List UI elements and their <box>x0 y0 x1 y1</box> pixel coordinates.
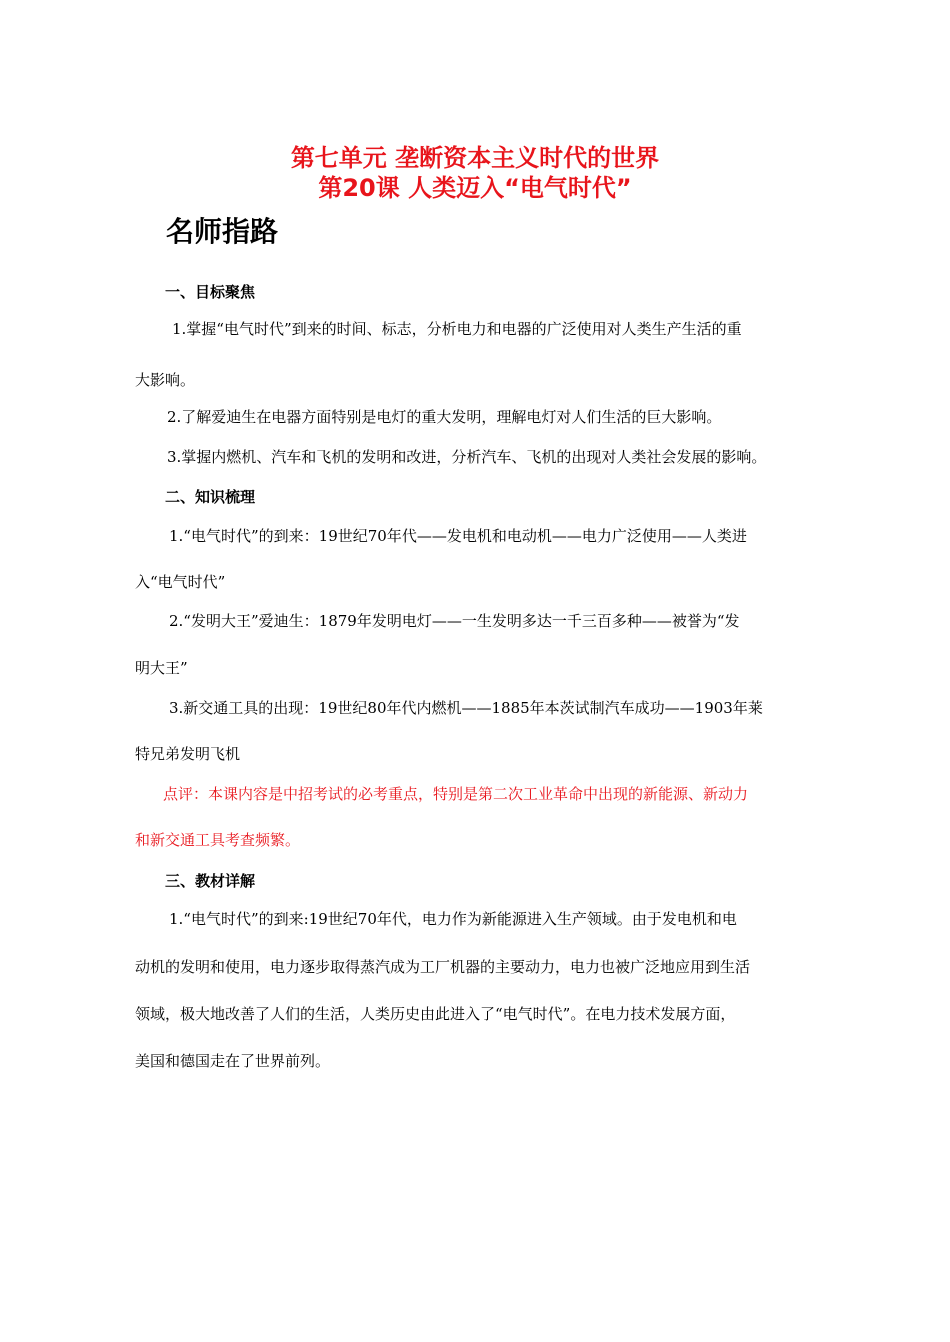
goal-3: 3.掌握内燃机、汽车和飞机的发明和改进，分析汽车、飞机的出现对人类社会发展的影响。 <box>167 448 767 466</box>
section-title-knowledge: 二、知识梳理 <box>165 488 256 506</box>
section-title-detail: 三、教材详解 <box>165 872 256 890</box>
comment-line-2: 和新交通工具考查频繁。 <box>135 831 301 849</box>
detail-line-2: 动机的发明和使用，电力逐步取得蒸汽成为工厂机器的主要动力，电力也被广泛地应用到生活 <box>135 958 751 976</box>
goal-1-line-2: 大影响。 <box>135 371 196 389</box>
knowledge-1-line-2: 入“电气时代” <box>135 573 226 591</box>
knowledge-3-line-2: 特兄弟发明飞机 <box>135 745 241 763</box>
knowledge-2-line-1: 2.“发明大王”爱迪生：1879年发明电灯——一生发明多达一千三百多种——被誉为“发 <box>169 612 740 630</box>
knowledge-3-line-1: 3.新交通工具的出现：19世纪80年代内燃机——1885年本茨试制汽车成功——1903年莱 <box>169 699 763 717</box>
lesson-title: 第20课 人类迈入“电气时代” <box>318 174 632 202</box>
goal-2: 2.了解爱迪生在电器方面特别是电灯的重大发明，理解电灯对人们生活的巨大影响。 <box>167 408 722 426</box>
detail-line-3: 领域，极大地改善了人们的生活，人类历史由此进入了“电气时代”。在电力技术发展方面， <box>135 1005 736 1023</box>
section-title-goals: 一、目标聚焦 <box>165 283 256 301</box>
knowledge-1-line-1: 1.“电气时代”的到来：19世纪70年代——发电机和电动机——电力广泛使用——人类进 <box>169 527 747 545</box>
detail-line-1: 1.“电气时代”的到来:19世纪70年代，电力作为新能源进入生产领域。由于发电机和电 <box>169 910 737 928</box>
goal-1-line-1: 1.掌握“电气时代”到来的时间、标志，分析电力和电器的广泛使用对人类生产生活的重 <box>172 320 742 338</box>
detail-line-4: 美国和德国走在了世界前列。 <box>135 1052 331 1070</box>
section-heading: 名师指路 <box>166 215 279 248</box>
knowledge-2-line-2: 明大王” <box>135 659 188 677</box>
comment-line-1: 点评：本课内容是中招考试的必考重点，特别是第二次工业革命中出现的新能源、新动力 <box>163 785 749 803</box>
unit-title: 第七单元 垄断资本主义时代的世界 <box>290 144 660 172</box>
